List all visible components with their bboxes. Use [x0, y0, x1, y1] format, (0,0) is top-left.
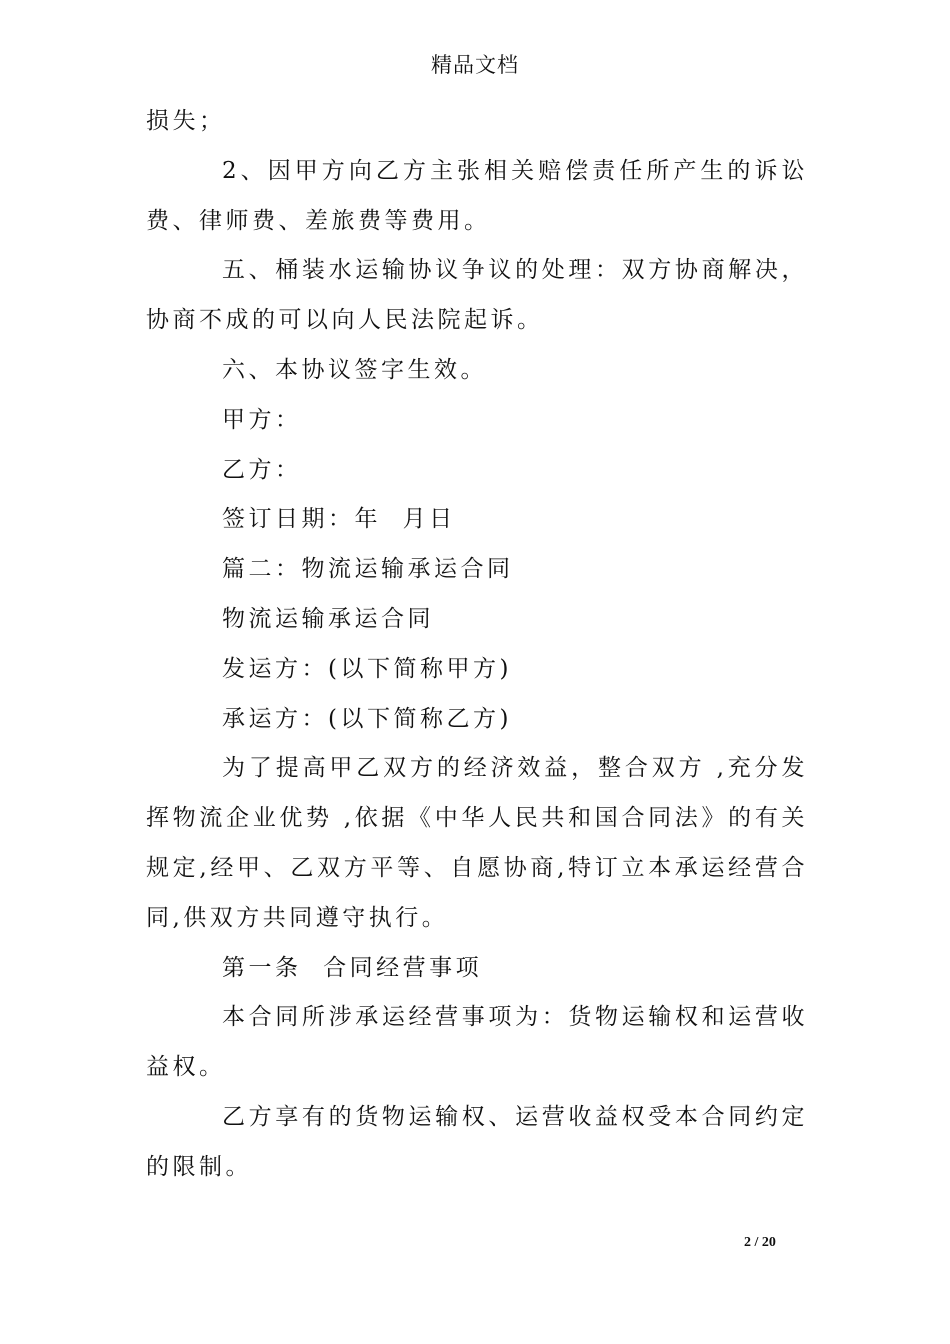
paragraph: 损失； [146, 108, 226, 134]
paragraph: 六、本协议签字生效。 [222, 356, 487, 383]
paragraph: 甲方： [222, 406, 302, 433]
article-heading: 第一条 合同经营事项 [222, 954, 483, 981]
paragraph: 乙方： [222, 456, 302, 483]
paragraph: 2、因甲方向乙方主张相关赔偿责任所产生的诉讼费、律师费、差旅费等费用。 [146, 157, 808, 234]
paragraph: 本合同所涉承运经营事项为：货物运输权和运营收益权。 [146, 1004, 808, 1081]
paragraph: 发运方：(以下简称甲方) [222, 655, 512, 682]
paragraph: 为了提高甲乙双方的经济效益，整合双方 ,充分发挥物流企业优势 ,依据《中华人民共和国合同法》的有关规定,经甲、乙双方平等、自愿协商,特订立本承运经营合同,供双方共同遵守执行。 [146, 755, 808, 931]
document-body [146, 97, 808, 1193]
paragraph: 乙方享有的货物运输权、运营收益权受本合同约定的限制。 [146, 1103, 808, 1180]
paragraph: 承运方：(以下简称乙方) [222, 705, 512, 732]
paragraph: 签订日期：年 月日 [222, 506, 456, 533]
paragraph: 五、桶装水运输协议争议的处理：双方协商解决，协商不成的可以向人民法院起诉。 [146, 257, 808, 334]
page-header: 精品文档 [431, 53, 519, 77]
page-number: 2 / 20 [744, 1235, 776, 1250]
contract-title: 物流运输承运合同 [222, 605, 434, 632]
section-heading: 篇二：物流运输承运合同 [222, 556, 514, 583]
